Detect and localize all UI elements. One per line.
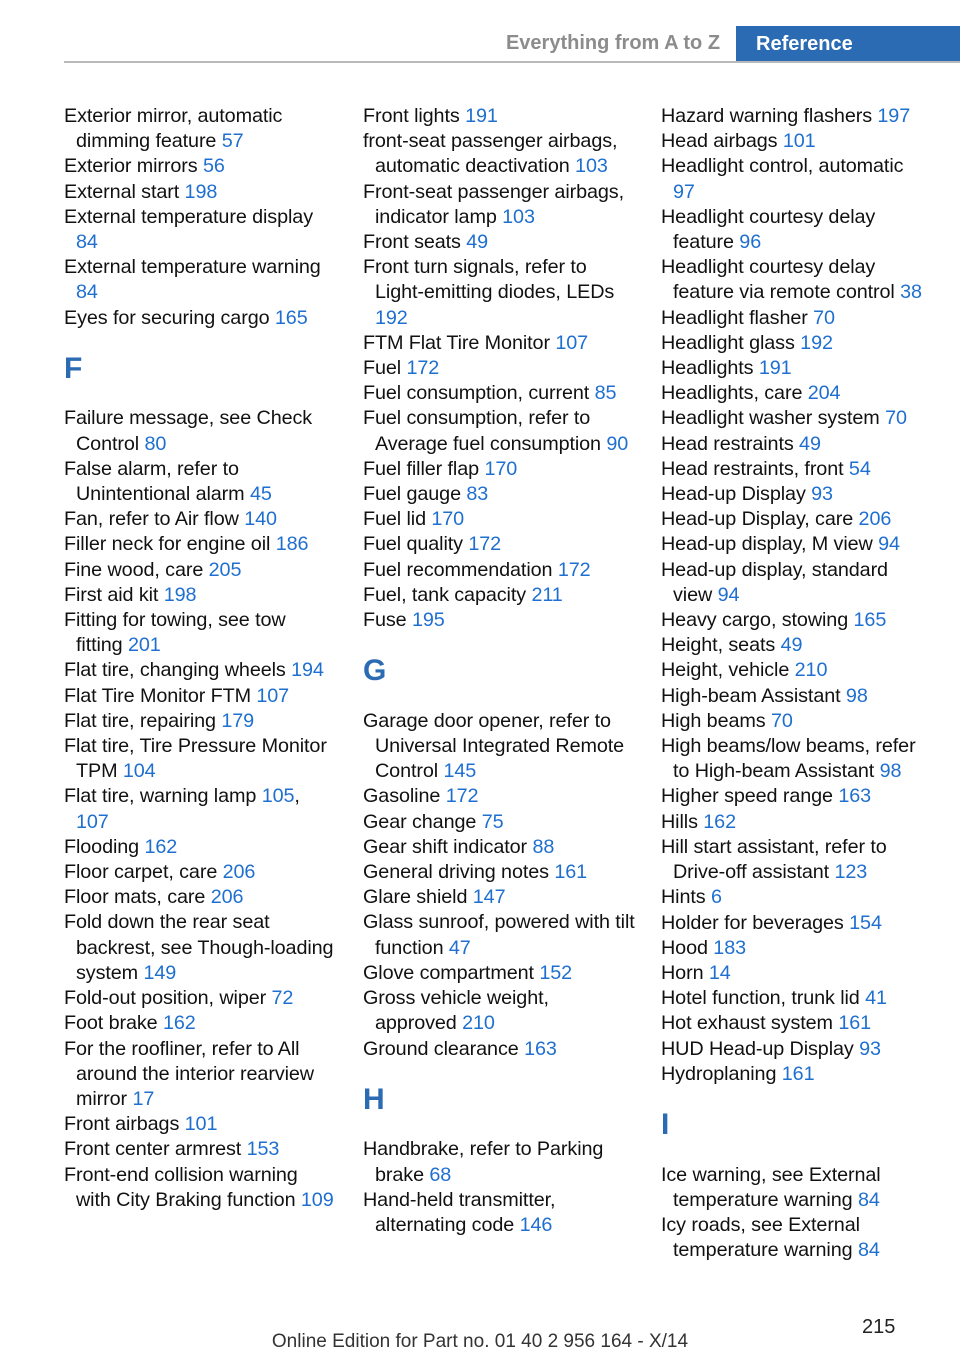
index-entry-term: Front airbags [64,1113,180,1136]
page-reference-link[interactable]: 165 [853,609,887,632]
index-entry-term: Headlight courtesy delay feature via remote control [661,256,895,304]
index-entry-term: Height, vehicle [661,659,790,682]
page-reference-link[interactable]: 45 [249,483,272,506]
index-entry [64,154,336,179]
index-column-2 [363,104,635,1238]
index-entry [661,734,929,784]
index-entry [64,658,336,683]
page-reference-link[interactable]: 49 [780,634,803,657]
index-entry-term: Handbrake, refer to Parking brake [363,1138,604,1186]
page-reference-link[interactable]: 80 [144,432,167,455]
index-entry-term: Fuse [363,609,407,632]
index-entry-term: Glare shield [363,886,468,909]
page-reference-link[interactable]: 191 [758,357,792,380]
page-reference-link[interactable]: 123 [834,861,868,884]
index-entry [661,381,929,406]
index-entry [661,684,929,709]
index-entry [363,961,635,986]
index-entry-term: Headlight flasher [661,306,808,329]
index-entry-term: Front seats [363,231,461,254]
index-entry [661,129,929,154]
page-reference-link[interactable]: 85 [594,382,617,405]
index-entry-term: Higher speed range [661,785,833,808]
index-entry [661,633,929,658]
index-entry-term: Headlight control, automatic [661,155,904,178]
index-entry [64,406,336,456]
page-reference-link[interactable]: 105 [261,785,295,808]
index-entry [363,1037,635,1062]
index-entry-term: False alarm, refer to Unintentional alarm [64,457,245,506]
index-entry [363,507,635,532]
index-entry [661,406,929,431]
index-entry-term: Floor carpet, care [64,861,218,884]
index-letter-heading: H [363,1082,385,1116]
index-entry-term: First aid kit [64,583,159,606]
index-entry [363,810,635,835]
page-reference-link[interactable]: 41 [865,987,887,1010]
index-entry [661,784,929,809]
page-separator: , [294,785,300,808]
page-reference-link[interactable]: 96 [739,231,762,254]
index-entry-term: Gross vehicle weight, approved [363,987,549,1035]
index-entry [363,885,635,910]
page-reference-link[interactable]: 17 [132,1087,155,1110]
page-reference-link[interactable]: 206 [222,861,256,884]
index-entry [661,1163,929,1213]
index-entry-term: Front-seat passenger airbags, indicator lamp [363,180,624,228]
page-reference-link[interactable]: 162 [703,810,736,833]
index-entry-term: Hill start assistant, refer to Drive-off assistant [661,835,887,884]
index-entry-term: Flat Tire Monitor FTM [64,684,251,707]
index-entry [64,558,336,583]
index-entry [661,810,929,835]
index-entry-term: Flat tire, Tire Pressure Monitor TPM [64,735,327,783]
index-entry [363,356,635,381]
index-entry-term: Fuel consumption, refer to Average fuel consumption [363,407,601,455]
page-reference-link[interactable]: 49 [466,231,489,254]
index-entry-term: General driving notes [363,861,549,884]
page-reference-link[interactable]: 103 [502,205,535,228]
index-entry-term: Failure message, see Check Control [64,407,313,455]
index-entry [661,1037,929,1062]
index-entry [363,255,635,331]
page-reference-link[interactable]: 172 [468,533,502,556]
index-entry [661,255,929,305]
page-reference-link[interactable]: 197 [877,105,911,127]
page-number: 215 [862,1316,896,1338]
index-entry [661,986,929,1011]
page-reference-link[interactable]: 84 [76,281,98,304]
index-entry-term: Floor mats, care [64,886,206,909]
page-reference-link[interactable]: 70 [813,306,835,329]
section-title: Everything from A to Z [505,32,721,54]
index-entry-term: Fan, refer to Air flow [64,508,239,531]
index-entry-term: Gear change [363,810,477,833]
index-entry-term: Fuel, tank capacity [363,583,527,606]
page-reference-link[interactable]: 162 [144,835,178,858]
index-entry-term: Hot exhaust system [661,1012,833,1035]
index-entry-term: front-seat passenger airbags, automatic deactivation [363,130,618,178]
page-reference-link[interactable]: 186 [275,533,309,556]
index-entry [661,507,929,532]
page-reference-link[interactable]: 70 [770,709,793,732]
page-reference-link[interactable]: 146 [519,1213,553,1236]
page-reference-link[interactable]: 6 [710,886,722,909]
page-reference-link[interactable]: 90 [606,432,629,455]
page-reference-link[interactable]: 210 [794,659,828,682]
index-entry-term: Headlight courtesy delay feature [661,205,876,254]
index-entry [363,1188,635,1238]
index-entry [661,356,929,381]
index-entry-term: Fold-out position, wiper [64,987,267,1010]
index-entry-term: Heavy cargo, stowing [661,609,849,632]
page-reference-link[interactable]: 201 [128,634,161,657]
index-entry [363,583,635,608]
index-entry-term: Hazard warning flashers [661,105,872,127]
index-entry [64,684,336,709]
page-reference-link[interactable]: 72 [271,987,294,1010]
page-reference-link[interactable]: 152 [539,961,573,984]
index-entry-term: HUD Head-up Display [661,1037,854,1060]
index-entry-term: Flat tire, changing wheels [64,659,286,682]
index-entry-term: Hints [661,886,706,909]
index-entry [661,608,929,633]
index-entry [363,482,635,507]
index-entry [661,911,929,936]
index-entry-term: Gear shift indicator [363,835,528,858]
index-entry-term: Fine wood, care [64,558,204,581]
index-entry [64,306,336,331]
index-entry [363,532,635,557]
page-reference-link[interactable]: 75 [481,810,504,833]
index-entry [363,558,635,583]
index-entry-term: Eyes for securing cargo [64,306,270,329]
page-reference-link[interactable]: 192 [375,306,408,329]
index-entry-term: Head-up display, M view [661,533,873,556]
index-entry [64,507,336,532]
index-entry-term: Headlights, care [661,382,803,405]
index-entry-term: Hotel function, trunk lid [661,987,860,1010]
page-reference-link[interactable]: 195 [411,609,445,632]
page-header [0,0,960,62]
page-reference-link[interactable]: 205 [208,558,242,581]
index-entry-term: Glove compartment [363,961,534,984]
page-reference-link[interactable]: 183 [713,936,747,959]
index-entry [363,608,635,633]
index-entry-term: Fold down the rear seat backrest, see Though-loading system [64,911,334,984]
index-entry [363,457,635,482]
page-reference-link[interactable]: 94 [717,583,740,606]
index-entry-term: Headlight glass [661,331,795,354]
index-entry [64,457,336,507]
page-reference-link[interactable]: 145 [443,760,477,783]
index-entry-term: Ground clearance [363,1037,519,1060]
index-entry [661,306,929,331]
index-entry [64,583,336,608]
index-entry [64,608,336,658]
index-entry-term: Hand-held transmitter, alternating code [363,1188,556,1236]
index-entry-term: Exterior mirrors [64,155,198,178]
index-entry-term: Ice warning, see External temperature warning [661,1163,881,1211]
index-column-1 [64,104,336,1213]
index-entry [363,180,635,230]
index-entry [661,1011,929,1036]
page-reference-link[interactable]: 210 [462,1012,495,1035]
index-entry [661,936,929,961]
index-entry-term: Head-up Display, care [661,508,854,531]
index-entry-term: For the roofliner, refer to All around the interior rearview mirror [64,1037,314,1110]
index-entry [661,558,929,608]
page-reference-link[interactable]: 49 [799,432,821,455]
page-reference-link[interactable]: 107 [256,684,290,707]
page-reference-link[interactable]: 170 [431,508,465,531]
index-entry-term: Front center armrest [64,1138,242,1161]
index-entry [64,986,336,1011]
index-entry-term: High-beam Assistant [661,684,841,707]
index-entry [64,104,336,154]
index-entry-term: Fuel gauge [363,483,461,506]
index-entry-term: Fuel consumption, current [363,382,590,405]
index-entry-term: Fitting for towing, see tow fitting [64,609,286,657]
index-entry-term: Head restraints, front [661,457,844,480]
index-entry-term: Head restraints [661,432,794,455]
index-entry-term: Head-up display, standard view [661,558,888,606]
index-entry [64,709,336,734]
page-reference-link[interactable]: 107 [76,810,109,833]
index-entry-term: Flat tire, warning lamp [64,785,257,808]
page-reference-link[interactable]: 103 [575,155,608,178]
index-entry [64,1037,336,1113]
index-entry [661,885,929,910]
page-reference-link[interactable]: 57 [221,130,244,153]
index-entry [363,910,635,960]
page-reference-link[interactable]: 149 [143,961,177,984]
index-entry [64,784,336,834]
page-reference-link[interactable]: 206 [858,508,892,531]
index-entry [661,1062,929,1087]
index-entry-term: Fuel recommendation [363,558,553,581]
page-reference-link[interactable]: 161 [781,1062,815,1085]
index-entry [363,406,635,456]
index-entry [363,784,635,809]
index-entry [64,860,336,885]
page-reference-link[interactable]: 83 [466,483,489,506]
page-reference-link[interactable]: 97 [673,180,695,203]
page-reference-link[interactable]: 163 [524,1037,557,1060]
index-entry [363,986,635,1036]
page-reference-link[interactable]: 147 [472,886,506,909]
index-entry-term: High beams/low beams, refer to High-beam Assistant [661,735,916,783]
page-reference-link[interactable]: 161 [838,1012,872,1035]
index-entry-term: External temperature warning [64,256,321,279]
page-reference-link[interactable]: 161 [554,861,588,884]
index-entry-term: Height, seats [661,634,776,657]
page-reference-link[interactable]: 84 [857,1239,880,1262]
index-entry-term: Hydroplaning [661,1062,777,1085]
index-entry-term: Flat tire, repairing [64,709,216,732]
page-reference-link[interactable]: 179 [221,709,255,732]
index-entry [363,230,635,255]
index-entry [64,910,336,986]
index-entry-term: Glass sunroof, powered with tilt function [363,911,635,959]
index-entry-term: Hood [661,936,708,959]
page-reference-link[interactable]: 194 [291,659,324,682]
page-reference-link[interactable]: 109 [300,1188,334,1211]
index-entry [64,205,336,255]
index-entry [64,1137,336,1162]
page-reference-link[interactable]: 154 [849,911,882,934]
page-reference-link[interactable]: 163 [838,785,872,808]
index-entry-term: Fuel lid [363,508,426,531]
index-entry [363,860,635,885]
index-entry [661,835,929,885]
index-entry [64,885,336,910]
page-reference-link[interactable]: 172 [445,785,479,808]
index-entry-term: Hills [661,810,698,833]
index-entry-term: Head-up Display [661,483,806,506]
index-entry-term: Fuel [363,357,402,380]
index-entry-term: Headlights [661,357,754,380]
page-reference-link[interactable]: 191 [465,105,498,127]
index-entry [661,961,929,986]
index-entry-term: Front-end collision warning with City Braking function [64,1163,298,1211]
index-entry [661,205,929,255]
page-reference-link[interactable]: 107 [555,331,589,354]
index-entry-term: External start [64,180,180,203]
index-entry [661,104,929,129]
page-reference-link[interactable]: 84 [76,231,98,254]
page-reference-link[interactable]: 170 [484,457,518,480]
page-reference-link[interactable]: 68 [429,1163,452,1186]
page-reference-link[interactable]: 206 [210,886,244,909]
index-entry [64,1011,336,1036]
index-entry-term: FTM Flat Tire Monitor [363,331,550,354]
index-entry [363,709,635,785]
page-reference-link[interactable]: 98 [845,684,868,707]
page-reference-link[interactable]: 101 [782,130,816,153]
index-entry [363,104,635,129]
page-reference-link[interactable]: 54 [848,457,871,480]
index-entry-term: External temperature display [64,205,313,228]
page-reference-link[interactable]: 204 [807,382,841,405]
index-entry-term: Flooding [64,835,140,858]
edition-footer: Online Edition for Part no. 01 40 2 956 164 - X/14 [271,1331,689,1352]
index-entry-term: Fuel filler flap [363,457,480,480]
page-reference-link[interactable]: 93 [811,483,833,506]
index-entry [363,835,635,860]
page-reference-link[interactable]: 93 [859,1037,881,1060]
page-reference-link[interactable]: 172 [557,558,591,581]
index-entry [661,1213,929,1263]
index-letter-heading: G [363,654,387,688]
index-entry [64,835,336,860]
index-entry [363,331,635,356]
index-entry-term: Icy roads, see External temperature warning [661,1213,860,1262]
header-divider [64,61,960,63]
chapter-tab: Reference [736,26,960,62]
index-entry-term: Horn [661,961,704,984]
index-entry [363,381,635,406]
page-reference-link[interactable]: 172 [406,357,440,380]
index-entry [661,482,929,507]
index-entry [64,255,336,305]
page-reference-link[interactable]: 211 [531,583,563,606]
page-reference-link[interactable]: 38 [900,281,922,304]
index-entry-term: Holder for beverages [661,911,844,934]
index-entry [64,532,336,557]
index-entry [64,1112,336,1137]
index-entry-term: Filler neck for engine oil [64,533,271,556]
index-entry [661,432,929,457]
page-reference-link[interactable]: 101 [184,1113,218,1136]
index-entry-term: Headlight washer system [661,407,880,430]
index-column-3 [661,104,929,1263]
page-reference-link[interactable]: 198 [163,583,197,606]
index-entry [661,658,929,683]
index-letter-heading: I [661,1107,670,1141]
page-reference-link[interactable]: 56 [202,155,225,178]
index-entry-term: Foot brake [64,1012,158,1035]
index-entry [661,532,929,557]
page-reference-link[interactable]: 88 [532,835,555,858]
index-entry-term: Head airbags [661,130,778,153]
page-reference-link[interactable]: 47 [448,936,471,959]
index-entry-term: Gasoline [363,785,441,808]
index-entry [363,1137,635,1187]
index-entry [64,734,336,784]
index-entry [661,709,929,734]
index-entry [64,1163,336,1213]
page-reference-link[interactable]: 70 [885,407,907,430]
index-entry-term: Garage door opener, refer to Universal Integrated Remote Control [363,709,625,783]
index-entry-term: Exterior mirror, automatic dimming feature [64,105,283,153]
page-reference-link[interactable]: 140 [244,508,277,531]
page-reference-link[interactable]: 104 [122,760,156,783]
index-entry [363,129,635,179]
index-letter-heading: F [64,351,83,385]
index-entry [64,180,336,205]
page-reference-link[interactable]: 162 [162,1012,196,1035]
index-entry-term: Fuel quality [363,533,463,556]
index-entry-term: Front lights [363,105,460,127]
index-entry-term: High beams [661,709,766,732]
index-entry-term: Front turn signals, refer to Light-emitting diodes, LEDs [363,256,615,304]
page-reference-link[interactable]: 192 [800,331,833,354]
page-reference-link[interactable]: 94 [878,533,900,556]
index-entry [661,154,929,204]
index-entry [661,457,929,482]
index-entry [661,331,929,356]
page-reference-link[interactable]: 84 [857,1188,880,1211]
page-reference-link[interactable]: 165 [274,306,308,329]
page-reference-link[interactable]: 98 [879,760,902,783]
page-reference-link[interactable]: 198 [184,180,218,203]
page-reference-link[interactable]: 14 [708,961,731,984]
page-reference-link[interactable]: 153 [246,1138,280,1161]
